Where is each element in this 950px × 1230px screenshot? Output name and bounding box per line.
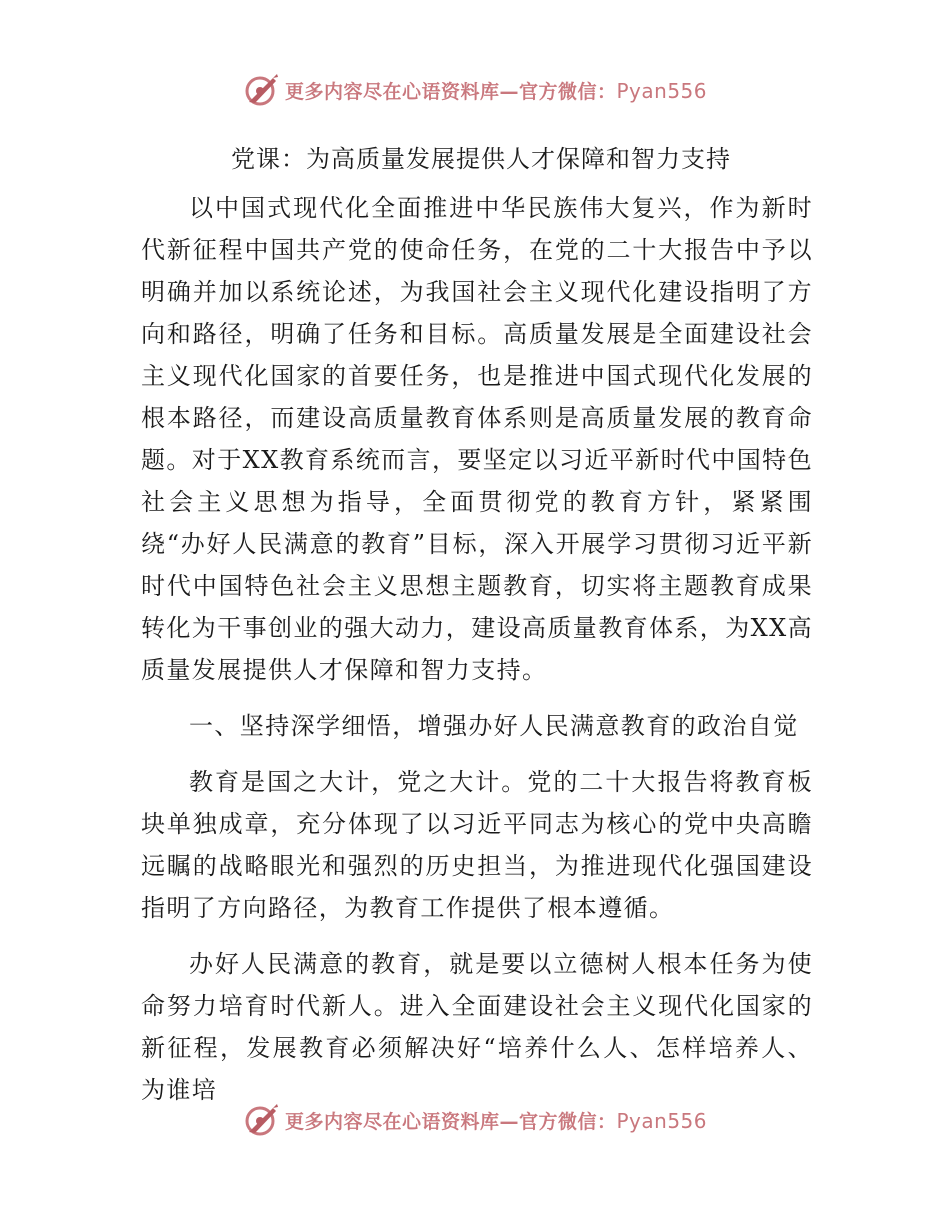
- quill-seal-logo-icon: [243, 1102, 279, 1138]
- watermark-text: 更多内容尽在心语资料库—官方微信：Pyan556: [284, 78, 708, 103]
- document-title: 党课：为高质量发展提供人才保障和智力支持: [231, 145, 731, 173]
- document-body: [141, 143, 813, 1125]
- watermark-text: 更多内容尽在心语资料库—官方微信：Pyan556: [284, 1108, 708, 1133]
- section-paragraph-2: 办好人民满意的教育，就是要以立德树人根本任务为使命努力培育时代新人。进入全面建设社会主义现代化国家的新征程，发展教育必须解决好“培养什么人、怎样培养人、为谁培: [141, 950, 813, 1104]
- footer-watermark: [0, 1100, 950, 1140]
- section-paragraph-1: 教育是国之大计，党之大计。党的二十大报告将教育板块单独成章，充分体现了以习近平同志为核心的党中央高瞻远瞩的战略眼光和强烈的历史担当，为推进现代化强国建设指明了方向路径，为教育工作提供了根本遵循。: [141, 768, 813, 922]
- quill-seal-logo-icon: [243, 72, 279, 108]
- intro-paragraph: 以中国式现代化全面推进中华民族伟大复兴，作为新时代新征程中国共产党的使命任务，在党的二十大报告中予以明确并加以系统论述，为我国社会主义现代化建设指明了方向和路径，明确了任务和目标。高质量发展是全面建设社会主义现代化国家的首要任务，也是推进中国式现代化发展的根本路径，而建设高质量教育体系则是高质量发展的教育命题。对于XX教育系统而言，要坚定以习近平新时代中国特色社会主义思想为指导，全面贯彻党的教育方针，紧紧围绕“办好人民满意的教育”目标，深入开展学习贯彻习近平新时代中国特色社会主义思想主题教育，切实将主题教育成果转化为干事创业的强大动力，建设高质量教育体系，为XX高质量发展提供人才保障和智力支持。: [141, 194, 813, 684]
- section-heading: 一、坚持深学细悟，增强办好人民满意教育的政治自觉: [189, 712, 799, 740]
- header-watermark: [0, 70, 950, 110]
